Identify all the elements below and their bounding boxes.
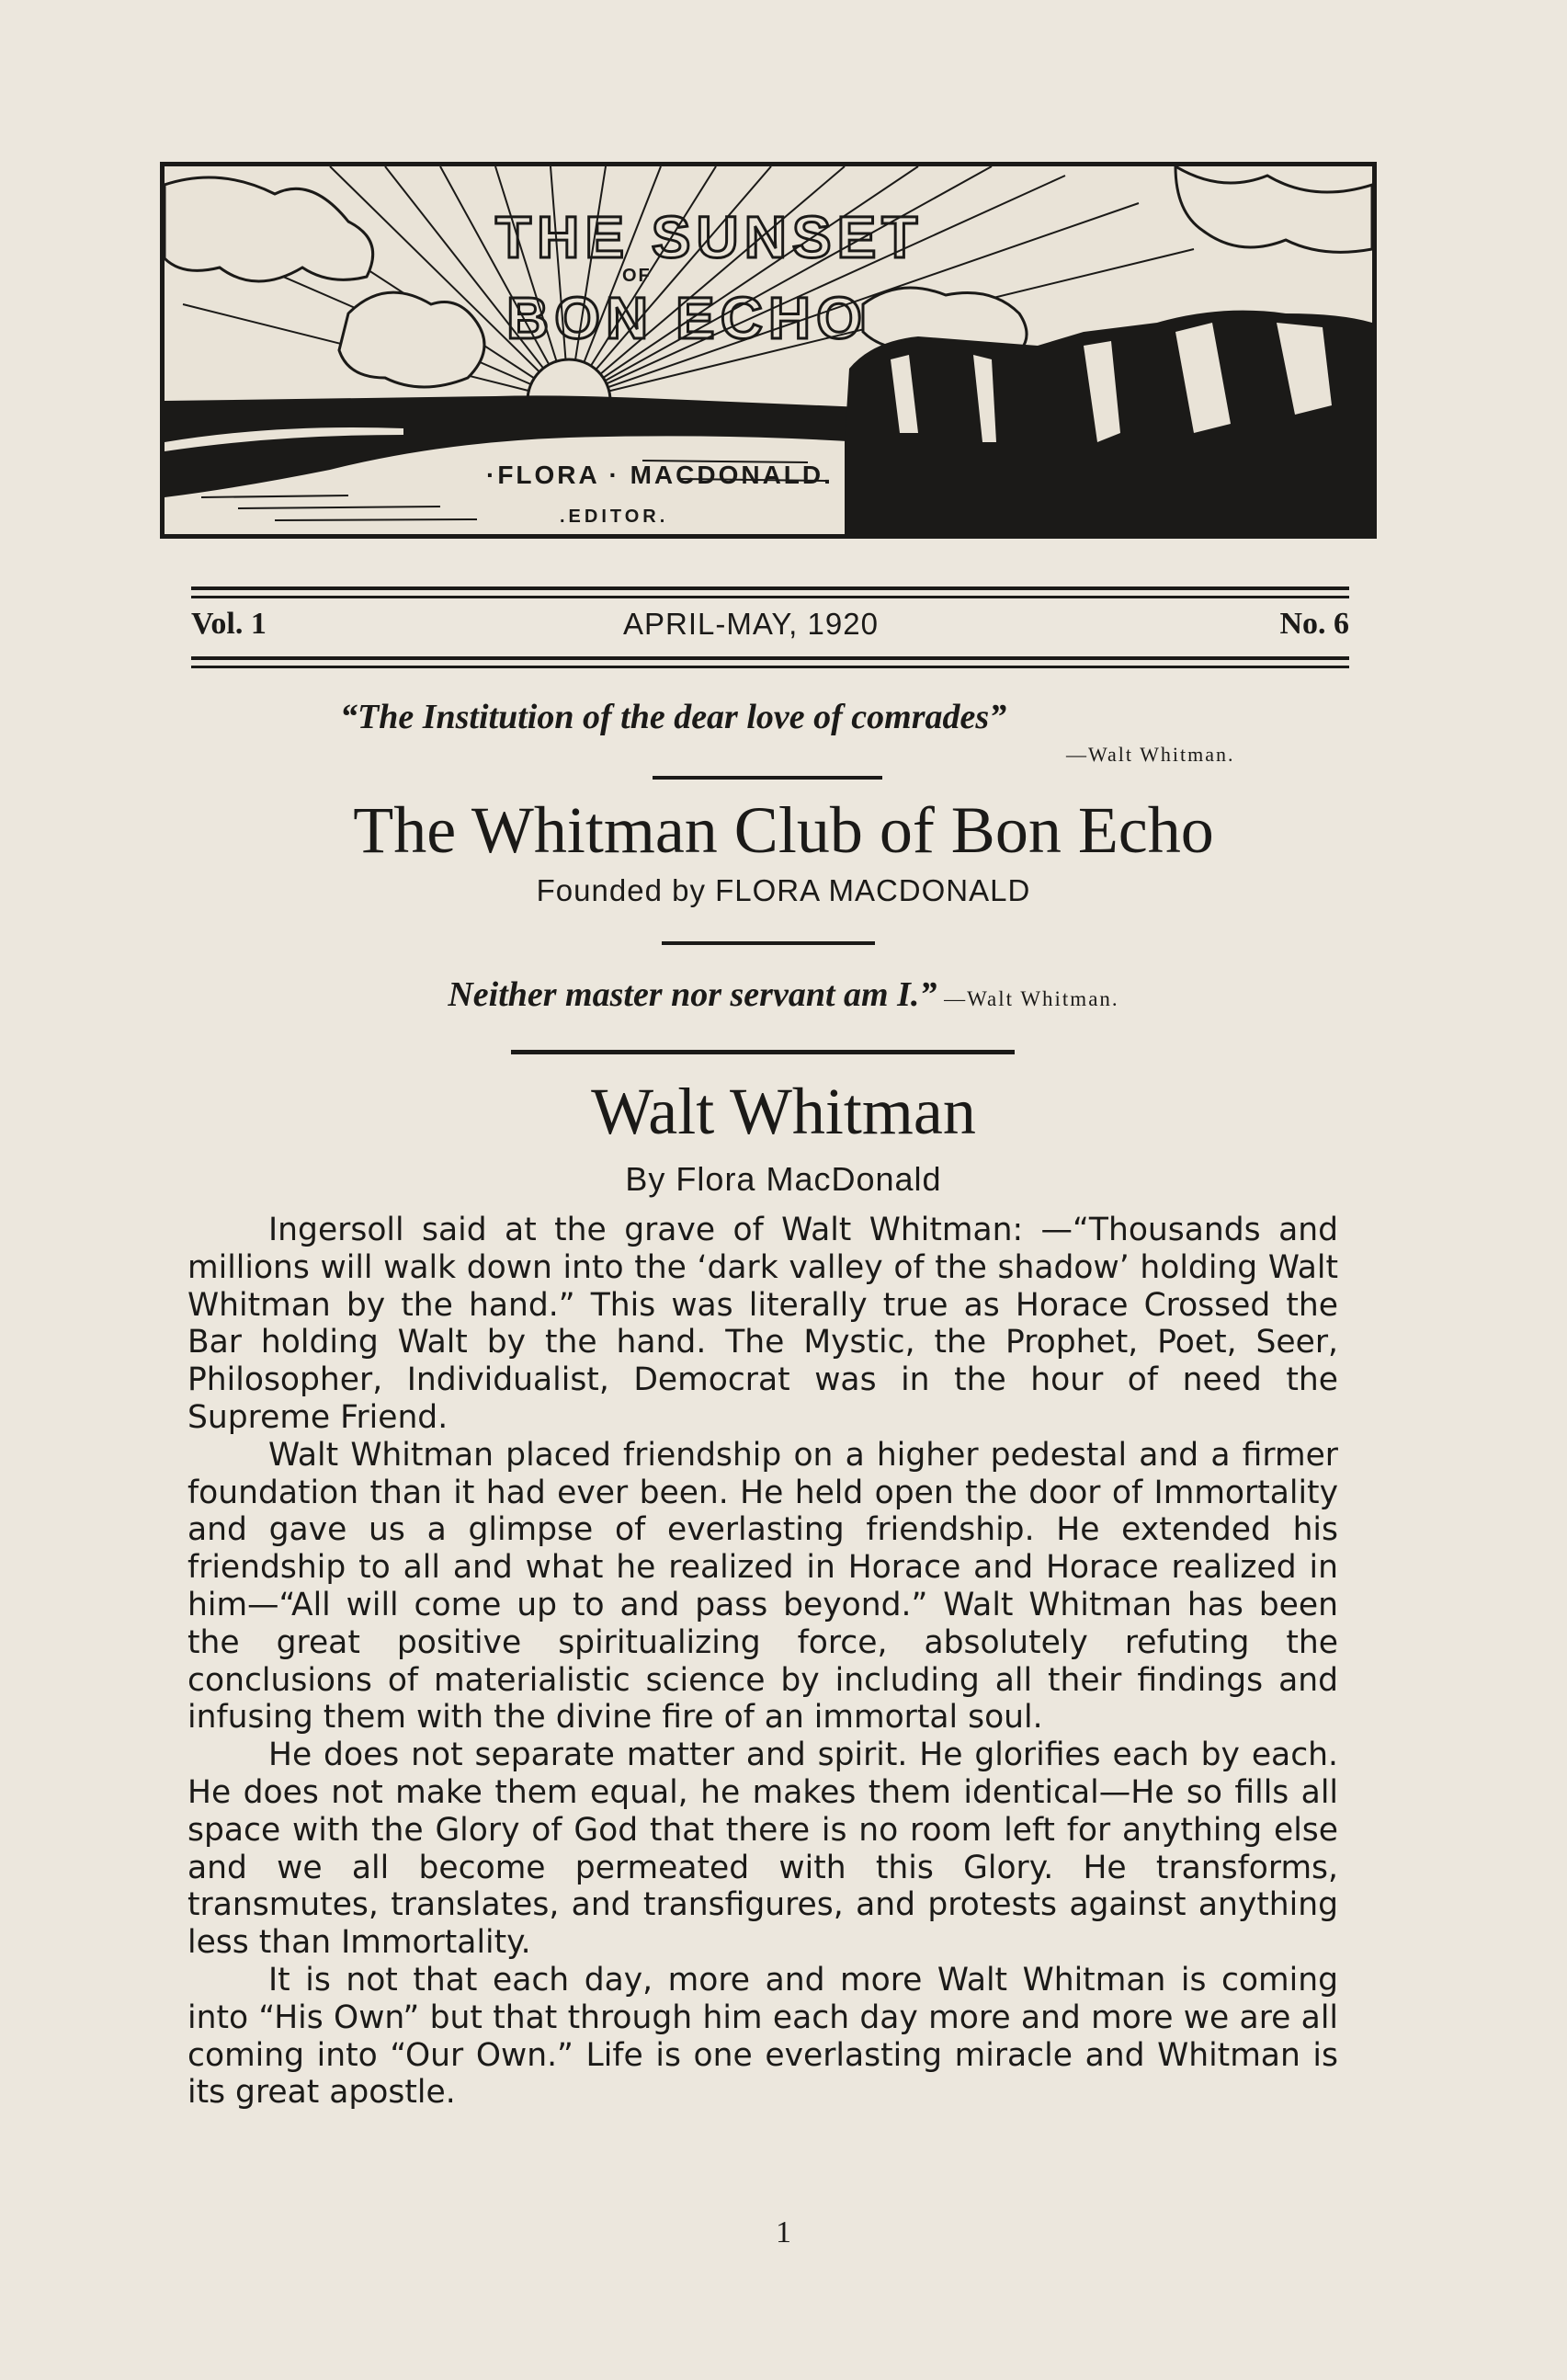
rule-bottom-1 (191, 656, 1349, 660)
divider-2 (662, 941, 875, 945)
article-paragraph: Walt Whitman placed friendship on a higher pedestal and a firmer foundation than it had ever been. He held open the door of Immortality and gave us a glimpse of everlasting friendship. He extended his friendship to all and what he realized in Horace and Horace realized in him—“All will come up to and pass beyond.” Walt Whitman has been the great positive spiritualizing force, absolutely refuting the conclusions of materialistic science by including all their findings and infusing them with the divine fire of an immortal soul. (187, 1436, 1338, 1737)
divider-3 (511, 1050, 1015, 1054)
masthead-title-of: OF (622, 266, 652, 286)
volume-label: Vol. 1 (191, 607, 267, 641)
rule-top-2 (191, 596, 1349, 598)
masthead (160, 162, 1377, 539)
article-paragraph: Ingersoll said at the grave of Walt Whitman: —“Thousands and millions will walk down into the ‘dark valley of the shadow’ holding Walt Whitman by the hand.” This was literally true as Horace Crossed the Bar holding Walt by the hand. The Mystic, the Prophet, Poet, Seer, Philosopher, Individualist, Democrat was in the hour of need the Supreme Friend. (187, 1212, 1338, 1436)
club-founded: Founded by FLORA MACDONALD (536, 873, 1031, 907)
article-paragraph: He does not separate matter and spirit. He glorifies each by each. He does not make them equal, he makes them identical—He so fills all space with the Glory of God that there is no room left for anything else and we all become permeated with this Glory. He transforms, transmutes, translates, and transfigures, and protests against anything less than Immortality. (187, 1737, 1338, 1962)
article-body (187, 1212, 1338, 2112)
article-title: Walt Whitman (591, 1075, 976, 1148)
masthead-title-line1: THE SUNSET (495, 204, 924, 270)
issue-number: No. 6 (1279, 607, 1349, 641)
issue-date: APRIL-MAY, 1920 (623, 607, 879, 641)
epigraph2-quote: Neither master nor servant am I.” (448, 975, 937, 1014)
page-number: 1 (776, 2215, 791, 2249)
epigraph2 (0, 974, 1567, 1015)
issue-line (191, 607, 1349, 647)
masthead-title-line2: BON ECHO (506, 285, 868, 351)
masthead-editor-role: .EDITOR. (560, 507, 669, 527)
article-paragraph: It is not that each day, more and more Walt Whitman is coming into “His Own” but that through him each day more and more we are all coming into “Our Own.” Life is one everlasting miracle and Whitman is its great apostle. (187, 1961, 1338, 2112)
epigraph-attribution: —Walt Whitman. (1066, 743, 1235, 766)
rule-bottom-2 (191, 666, 1349, 668)
epigraph-quote: “The Institution of the dear love of comrades” (340, 698, 1007, 736)
article-byline: By Flora MacDonald (625, 1160, 942, 1198)
rule-top-1 (191, 586, 1349, 590)
club-title: The Whitman Club of Bon Echo (353, 793, 1214, 867)
divider-1 (653, 776, 882, 780)
epigraph2-attribution: —Walt Whitman. (937, 987, 1119, 1010)
masthead-editor-name: ·FLORA · MACDONALD. (486, 461, 834, 489)
